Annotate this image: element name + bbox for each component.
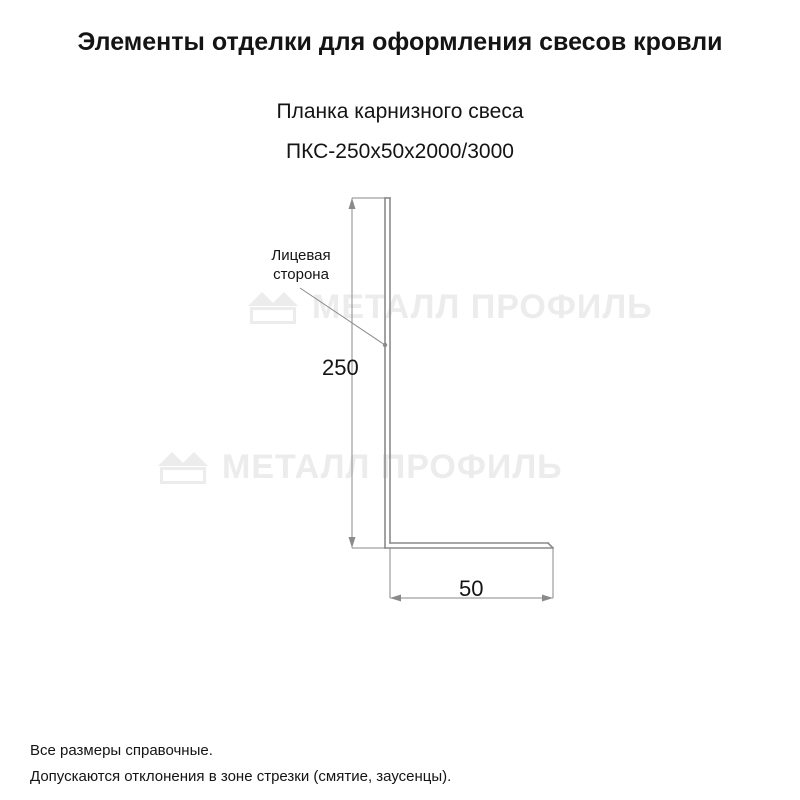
watermark-text: МЕТАЛЛ ПРОФИЛЬ [222,448,563,486]
dimension-label-width: 50 [459,576,484,601]
page-title: Элементы отделки для оформления свесов кровли [77,28,723,56]
dim-arrow-left [390,595,401,602]
dim-arrow-down [349,537,356,548]
footer-line-1: Все размеры справочные. [30,742,213,759]
dimension-label-height: 250 [322,355,359,380]
dim-arrow-up [349,198,356,209]
footer-notes [30,738,451,790]
product-name: Планка карнизного свеса [276,100,524,123]
callout-face-side [246,246,356,284]
callout-line-2: сторона [273,266,329,283]
callout-leader-line [300,288,385,345]
footer-line-2: Допускаются отклонения в зоне стрезки (смятие, заусенцы). [30,768,452,785]
product-code: ПКС-250x50x2000/3000 [286,140,514,163]
callout-line-1: Лицевая [271,247,331,264]
watermark-text: МЕТАЛЛ ПРОФИЛЬ [312,288,653,326]
callout-anchor-dot [383,343,387,347]
dim-arrow-right [542,595,553,602]
